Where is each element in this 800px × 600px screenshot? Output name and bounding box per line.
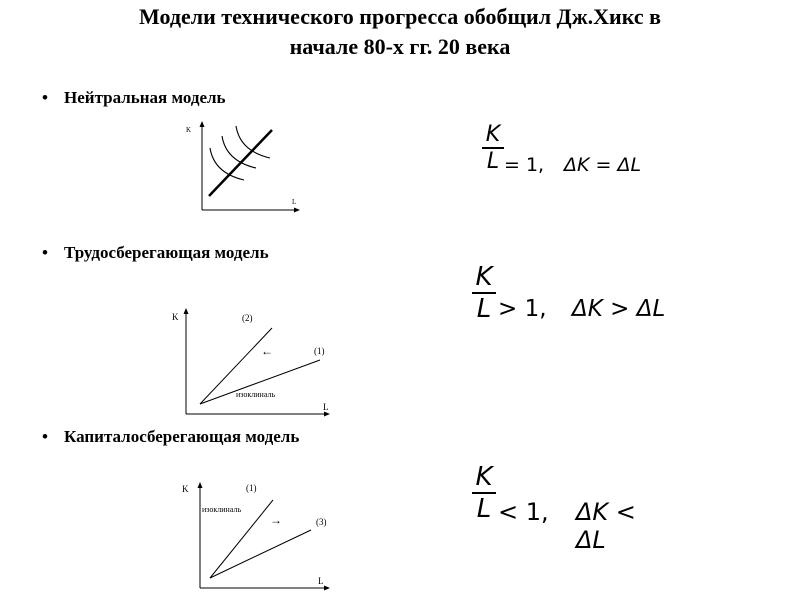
labor-saving-formula [472, 262, 672, 352]
line-lower [210, 530, 311, 578]
fraction-denominator: L [476, 294, 492, 324]
heading-text: Нейтральная модель [64, 88, 226, 107]
bullet-icon: • [42, 88, 48, 107]
relation: > 1, [498, 296, 547, 322]
label-lower: (3) [316, 517, 327, 527]
relation: = 1, [504, 154, 545, 176]
label-lower: (1) [314, 346, 325, 356]
isocline-label: изоклиналь [202, 505, 242, 514]
axis-y-label: K [172, 312, 179, 322]
title-line-2: начале 80-х гг. 20 века [289, 34, 511, 59]
capital-saving-graph [178, 478, 338, 598]
delta-relation: ΔK < ΔL [576, 498, 636, 554]
relation: < 1, [498, 498, 549, 526]
fraction-numerator: K [485, 122, 501, 147]
delta-relation: ΔK = ΔL [564, 154, 642, 176]
isocline-label: изоклиналь [236, 390, 276, 399]
axis-y-label: K [186, 126, 192, 134]
label-upper: (1) [246, 483, 257, 493]
heading-text: Капиталосберегающая модель [64, 427, 300, 446]
axis-x-label: L [323, 402, 329, 412]
section-capital-saving-heading [42, 427, 299, 447]
neutral-graph [180, 118, 310, 218]
label-upper: (2) [242, 313, 253, 323]
isoquant-3 [236, 126, 270, 158]
fraction [472, 462, 496, 524]
axis-x-label: L [318, 576, 324, 586]
fraction [482, 122, 504, 174]
delta-relation: ΔK > ΔL [572, 296, 666, 322]
section-labor-saving-heading [42, 243, 269, 263]
section-neutral-heading [42, 88, 226, 108]
bullet-icon: • [42, 243, 48, 262]
heading-text: Трудосберегающая модель [64, 243, 269, 262]
fraction [472, 262, 496, 324]
neutral-formula [482, 122, 652, 202]
slide-title [0, 2, 800, 62]
fraction-numerator: K [475, 262, 493, 292]
capital-saving-formula [472, 462, 672, 562]
fraction-denominator: L [476, 494, 492, 524]
arrow-left-icon: ← [261, 344, 273, 358]
fraction-denominator: L [486, 149, 500, 174]
labor-saving-graph [168, 304, 338, 422]
axis-x-label: L [292, 198, 297, 206]
axis-y-label: K [182, 484, 189, 494]
title-line-1: Модели технического прогресса обобщил Дж.Хикс в [139, 4, 661, 29]
arrow-right-icon: → [270, 513, 282, 527]
bullet-icon: • [42, 427, 48, 446]
fraction-numerator: K [475, 462, 493, 492]
